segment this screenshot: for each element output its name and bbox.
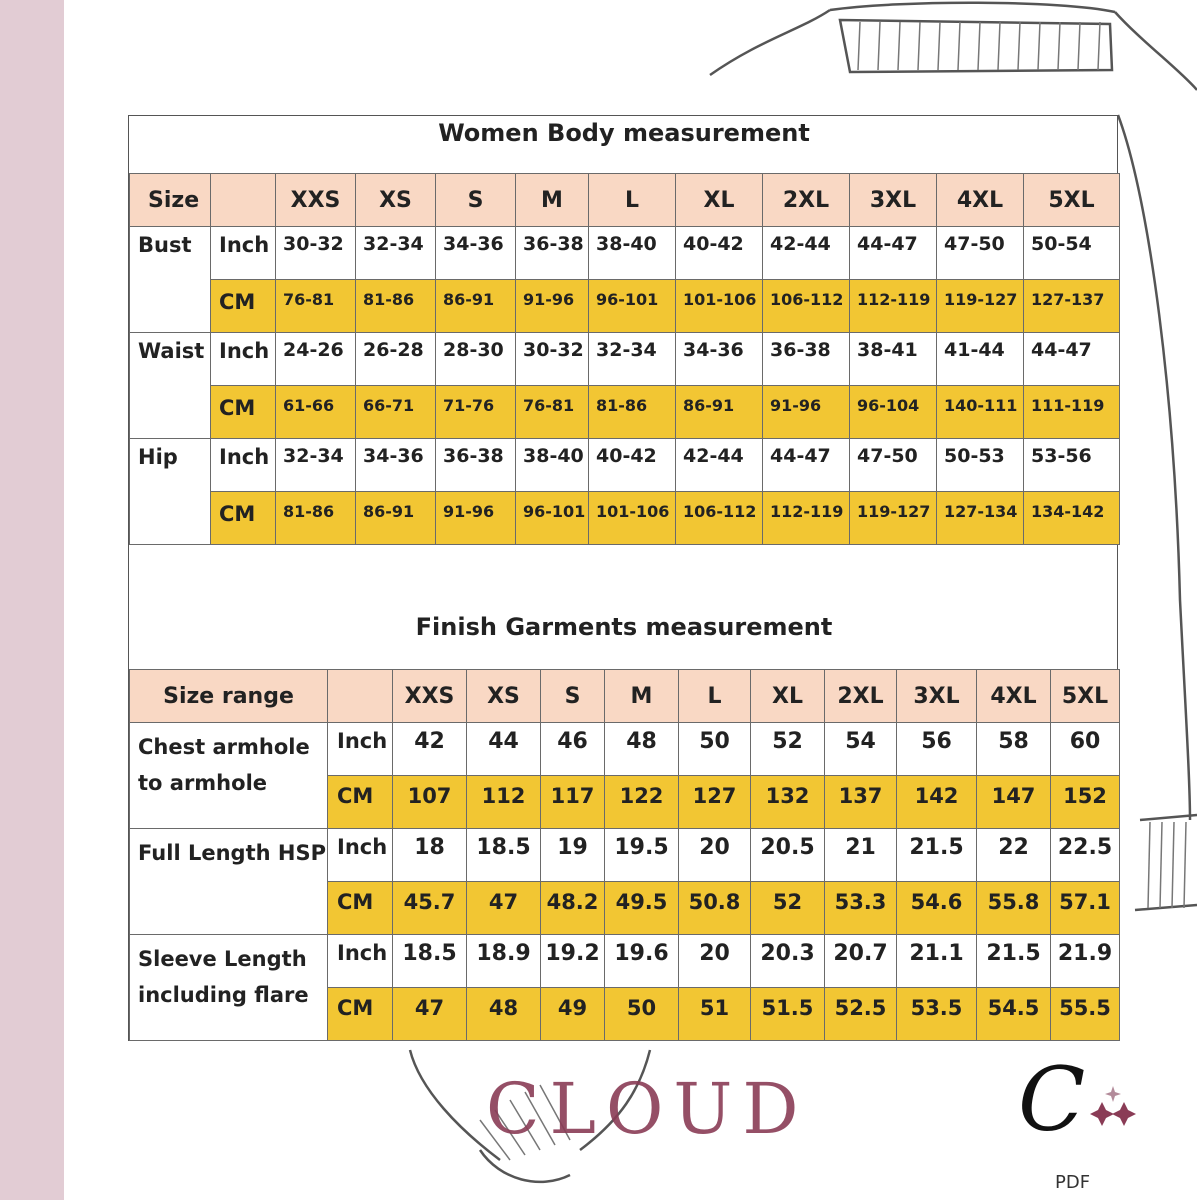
size-chart-card xyxy=(128,115,1118,1041)
table-cell: 51.5 xyxy=(751,988,825,1041)
table-cell: 117 xyxy=(541,776,605,829)
size-col: 4XL xyxy=(977,670,1051,723)
table-cell: 36-38 xyxy=(763,333,850,386)
table-cell: 134-142 xyxy=(1024,492,1120,545)
size-col: XXS xyxy=(393,670,467,723)
table-cell: 18.9 xyxy=(467,935,541,988)
table-cell: 36-38 xyxy=(436,439,516,492)
metric-label: Full Length HSP xyxy=(130,829,328,935)
table-cell: 20.7 xyxy=(825,935,897,988)
table-cell: 91-96 xyxy=(763,386,850,439)
table-cell: 19 xyxy=(541,829,605,882)
table-cell: 127-134 xyxy=(937,492,1024,545)
table-cell: 48 xyxy=(605,723,679,776)
table-cell: 18.5 xyxy=(393,935,467,988)
table-cell: 49 xyxy=(541,988,605,1041)
table-cell: 28-30 xyxy=(436,333,516,386)
size-col: XS xyxy=(356,174,436,227)
garment-measurement-table xyxy=(129,669,1120,1041)
table-cell: 19.6 xyxy=(605,935,679,988)
size-col: M xyxy=(605,670,679,723)
table-cell: 56 xyxy=(897,723,977,776)
size-col: M xyxy=(516,174,589,227)
table-cell: 38-41 xyxy=(850,333,937,386)
table-cell: 81-86 xyxy=(276,492,356,545)
size-col: 5XL xyxy=(1024,174,1120,227)
size-col: 2XL xyxy=(763,174,850,227)
size-col: L xyxy=(589,174,676,227)
garment-header-row xyxy=(130,670,1120,723)
table-cell: 86-91 xyxy=(676,386,763,439)
pdf-label: PDF xyxy=(1055,1172,1091,1193)
table-cell: 101-106 xyxy=(676,280,763,333)
table-cell: 127 xyxy=(679,776,751,829)
table-cell: 76-81 xyxy=(276,280,356,333)
table-cell: 112-119 xyxy=(850,280,937,333)
measurement-row xyxy=(130,492,1120,545)
table-cell: 44-47 xyxy=(763,439,850,492)
body-measurement-table xyxy=(129,173,1120,545)
table-cell: 54.6 xyxy=(897,882,977,935)
size-range-header: Size range xyxy=(130,670,328,723)
table-cell: 34-36 xyxy=(356,439,436,492)
table-cell: 20 xyxy=(679,935,751,988)
unit-label: CM xyxy=(211,386,276,439)
measurement-row xyxy=(130,935,1120,988)
metric-label: Bust xyxy=(130,227,211,333)
table-cell: 48.2 xyxy=(541,882,605,935)
table-cell: 22.5 xyxy=(1051,829,1120,882)
table-cell: 132 xyxy=(751,776,825,829)
measurement-row xyxy=(130,333,1120,386)
table-cell: 32-34 xyxy=(589,333,676,386)
unit-label: Inch xyxy=(211,333,276,386)
table-cell: 32-34 xyxy=(356,227,436,280)
table-cell: 42-44 xyxy=(676,439,763,492)
table-cell: 81-86 xyxy=(589,386,676,439)
table-cell: 48 xyxy=(467,988,541,1041)
size-col: 4XL xyxy=(937,174,1024,227)
table-cell: 40-42 xyxy=(589,439,676,492)
table-cell: 91-96 xyxy=(436,492,516,545)
table-cell: 19.2 xyxy=(541,935,605,988)
table-cell: 34-36 xyxy=(436,227,516,280)
measurement-row xyxy=(130,439,1120,492)
table-cell: 50-53 xyxy=(937,439,1024,492)
table-cell: 111-119 xyxy=(1024,386,1120,439)
table-cell: 18 xyxy=(393,829,467,882)
table-cell: 147 xyxy=(977,776,1051,829)
size-col: XL xyxy=(751,670,825,723)
table-cell: 19.5 xyxy=(605,829,679,882)
table-cell: 30-32 xyxy=(516,333,589,386)
table-cell: 57.1 xyxy=(1051,882,1120,935)
table-cell: 38-40 xyxy=(516,439,589,492)
table-cell: 30-32 xyxy=(276,227,356,280)
size-header: Size xyxy=(130,174,211,227)
table-cell: 52.5 xyxy=(825,988,897,1041)
metric-label: Hip xyxy=(130,439,211,545)
table-cell: 55.5 xyxy=(1051,988,1120,1041)
table-cell: 42-44 xyxy=(763,227,850,280)
table-cell: 34-36 xyxy=(676,333,763,386)
table-cell: 21 xyxy=(825,829,897,882)
body-table-title: Women Body measurement xyxy=(438,119,810,147)
table-cell: 21.9 xyxy=(1051,935,1120,988)
table-cell: 38-40 xyxy=(589,227,676,280)
table-cell: 44-47 xyxy=(850,227,937,280)
table-cell: 44-47 xyxy=(1024,333,1120,386)
table-cell: 101-106 xyxy=(589,492,676,545)
table-cell: 46 xyxy=(541,723,605,776)
table-cell: 20 xyxy=(679,829,751,882)
table-cell: 20.5 xyxy=(751,829,825,882)
table-cell: 142 xyxy=(897,776,977,829)
blank-header xyxy=(328,670,393,723)
table-cell: 86-91 xyxy=(436,280,516,333)
table-cell: 18.5 xyxy=(467,829,541,882)
table-cell: 96-104 xyxy=(850,386,937,439)
metric-label: Waist xyxy=(130,333,211,439)
table-cell: 45.7 xyxy=(393,882,467,935)
size-col: S xyxy=(436,174,516,227)
table-cell: 54 xyxy=(825,723,897,776)
size-col: L xyxy=(679,670,751,723)
unit-label: Inch xyxy=(328,723,393,776)
unit-label: Inch xyxy=(328,829,393,882)
table-cell: 71-76 xyxy=(436,386,516,439)
brand-logo-text: CLOUD xyxy=(486,1068,809,1150)
table-cell: 24-26 xyxy=(276,333,356,386)
brand-monogram-icon xyxy=(1010,1048,1160,1148)
table-cell: 91-96 xyxy=(516,280,589,333)
table-cell: 50 xyxy=(679,723,751,776)
table-cell: 50 xyxy=(605,988,679,1041)
table-cell: 41-44 xyxy=(937,333,1024,386)
table-cell: 96-101 xyxy=(516,492,589,545)
measurement-row xyxy=(130,227,1120,280)
table-cell: 127-137 xyxy=(1024,280,1120,333)
table-cell: 107 xyxy=(393,776,467,829)
size-col: 5XL xyxy=(1051,670,1120,723)
unit-label: Inch xyxy=(211,439,276,492)
table-cell: 50-54 xyxy=(1024,227,1120,280)
table-cell: 47-50 xyxy=(937,227,1024,280)
table-cell: 137 xyxy=(825,776,897,829)
table-cell: 55.8 xyxy=(977,882,1051,935)
table-cell: 53.5 xyxy=(897,988,977,1041)
table-cell: 54.5 xyxy=(977,988,1051,1041)
table-cell: 152 xyxy=(1051,776,1120,829)
unit-label: CM xyxy=(211,492,276,545)
metric-label: Chest armhole to armhole xyxy=(130,723,328,829)
unit-label: CM xyxy=(211,280,276,333)
unit-label: Inch xyxy=(328,935,393,988)
table-cell: 49.5 xyxy=(605,882,679,935)
table-cell: 106-112 xyxy=(676,492,763,545)
table-cell: 51 xyxy=(679,988,751,1041)
table-cell: 47 xyxy=(467,882,541,935)
table-cell: 106-112 xyxy=(763,280,850,333)
table-cell: 22 xyxy=(977,829,1051,882)
table-cell: 52 xyxy=(751,882,825,935)
table-cell: 58 xyxy=(977,723,1051,776)
table-cell: 140-111 xyxy=(937,386,1024,439)
size-col: S xyxy=(541,670,605,723)
metric-label: Sleeve Length including flare xyxy=(130,935,328,1041)
table-cell: 119-127 xyxy=(850,492,937,545)
unit-label: Inch xyxy=(211,227,276,280)
blank-header xyxy=(211,174,276,227)
size-col: XL xyxy=(676,174,763,227)
measurement-row xyxy=(130,723,1120,776)
table-cell: 40-42 xyxy=(676,227,763,280)
table-cell: 50.8 xyxy=(679,882,751,935)
table-cell: 60 xyxy=(1051,723,1120,776)
table-cell: 21.5 xyxy=(897,829,977,882)
table-cell: 122 xyxy=(605,776,679,829)
garment-table-title: Finish Garments measurement xyxy=(415,613,833,641)
measurement-row xyxy=(130,829,1120,882)
table-cell: 42 xyxy=(393,723,467,776)
size-col: 2XL xyxy=(825,670,897,723)
table-cell: 112-119 xyxy=(763,492,850,545)
table-cell: 66-71 xyxy=(356,386,436,439)
table-cell: 53.3 xyxy=(825,882,897,935)
measurement-row xyxy=(130,280,1120,333)
unit-label: CM xyxy=(328,776,393,829)
table-cell: 47 xyxy=(393,988,467,1041)
table-cell: 21.5 xyxy=(977,935,1051,988)
table-cell: 20.3 xyxy=(751,935,825,988)
table-cell: 21.1 xyxy=(897,935,977,988)
table-cell: 47-50 xyxy=(850,439,937,492)
table-cell: 81-86 xyxy=(356,280,436,333)
size-col: 3XL xyxy=(850,174,937,227)
table-cell: 76-81 xyxy=(516,386,589,439)
table-cell: 61-66 xyxy=(276,386,356,439)
table-cell: 44 xyxy=(467,723,541,776)
table-cell: 53-56 xyxy=(1024,439,1120,492)
table-cell: 112 xyxy=(467,776,541,829)
unit-label: CM xyxy=(328,882,393,935)
measurement-row xyxy=(130,386,1120,439)
table-cell: 52 xyxy=(751,723,825,776)
table-cell: 86-91 xyxy=(356,492,436,545)
table-cell: 26-28 xyxy=(356,333,436,386)
table-cell: 32-34 xyxy=(276,439,356,492)
size-col: XS xyxy=(467,670,541,723)
size-col: 3XL xyxy=(897,670,977,723)
table-cell: 36-38 xyxy=(516,227,589,280)
monogram-letter: C xyxy=(1018,1048,1086,1148)
table-cell: 96-101 xyxy=(589,280,676,333)
table-cell: 119-127 xyxy=(937,280,1024,333)
body-header-row xyxy=(130,174,1120,227)
size-col: XXS xyxy=(276,174,356,227)
unit-label: CM xyxy=(328,988,393,1041)
